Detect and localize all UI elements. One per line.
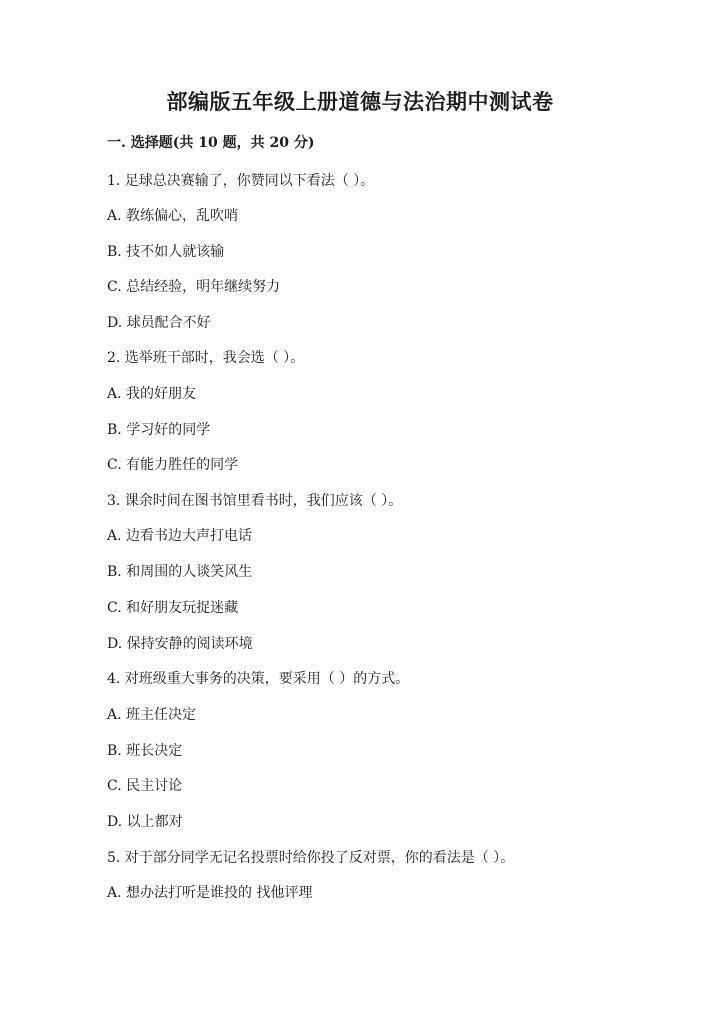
question-3-option-d: D. 保持安静的阅读环境 — [107, 636, 253, 652]
question-3-option-a: A. 边看书边大声打电话 — [107, 528, 253, 544]
question-4: 4. 对班级重大事务的决策，要采用（ ）的方式。 — [107, 671, 410, 687]
question-4-option-c: C. 民主讨论 — [107, 778, 183, 794]
question-5: 5. 对于部分同学无记名投票时给你投了反对票，你的看法是（ ）。 — [107, 850, 515, 866]
question-3: 3. 课余时间在图书馆里看书时，我们应该（ ）。 — [107, 493, 403, 509]
question-2-option-a: A. 我的好朋友 — [107, 386, 197, 402]
question-3-option-c: C. 和好朋友玩捉迷藏 — [107, 600, 239, 616]
question-4-option-a: A. 班主任决定 — [107, 707, 197, 723]
question-5-option-a: A. 想办法打听是谁投的 找他评理 — [107, 885, 313, 901]
page-title: 部编版五年级上册道德与法治期中测试卷 — [166, 89, 554, 114]
question-1-option-b: B. 技不如人就该输 — [107, 244, 225, 260]
section-heading: 一. 选择题(共 10 题，共 20 分) — [107, 135, 315, 151]
question-4-option-b: B. 班长决定 — [107, 743, 183, 759]
question-1-option-d: D. 球员配合不好 — [107, 315, 211, 331]
question-2: 2. 选举班干部时，我会选（ ）。 — [107, 350, 305, 366]
question-1: 1. 足球总决赛输了，你赞同以下看法（ ）。 — [107, 173, 375, 189]
question-2-option-c: C. 有能力胜任的同学 — [107, 457, 239, 473]
question-4-option-d: D. 以上都对 — [107, 814, 183, 830]
question-1-option-c: C. 总结经验，明年继续努力 — [107, 279, 281, 295]
question-1-option-a: A. 教练偏心，乱吹哨 — [107, 208, 239, 224]
question-3-option-b: B. 和周围的人谈笑风生 — [107, 564, 253, 580]
question-2-option-b: B. 学习好的同学 — [107, 422, 211, 438]
